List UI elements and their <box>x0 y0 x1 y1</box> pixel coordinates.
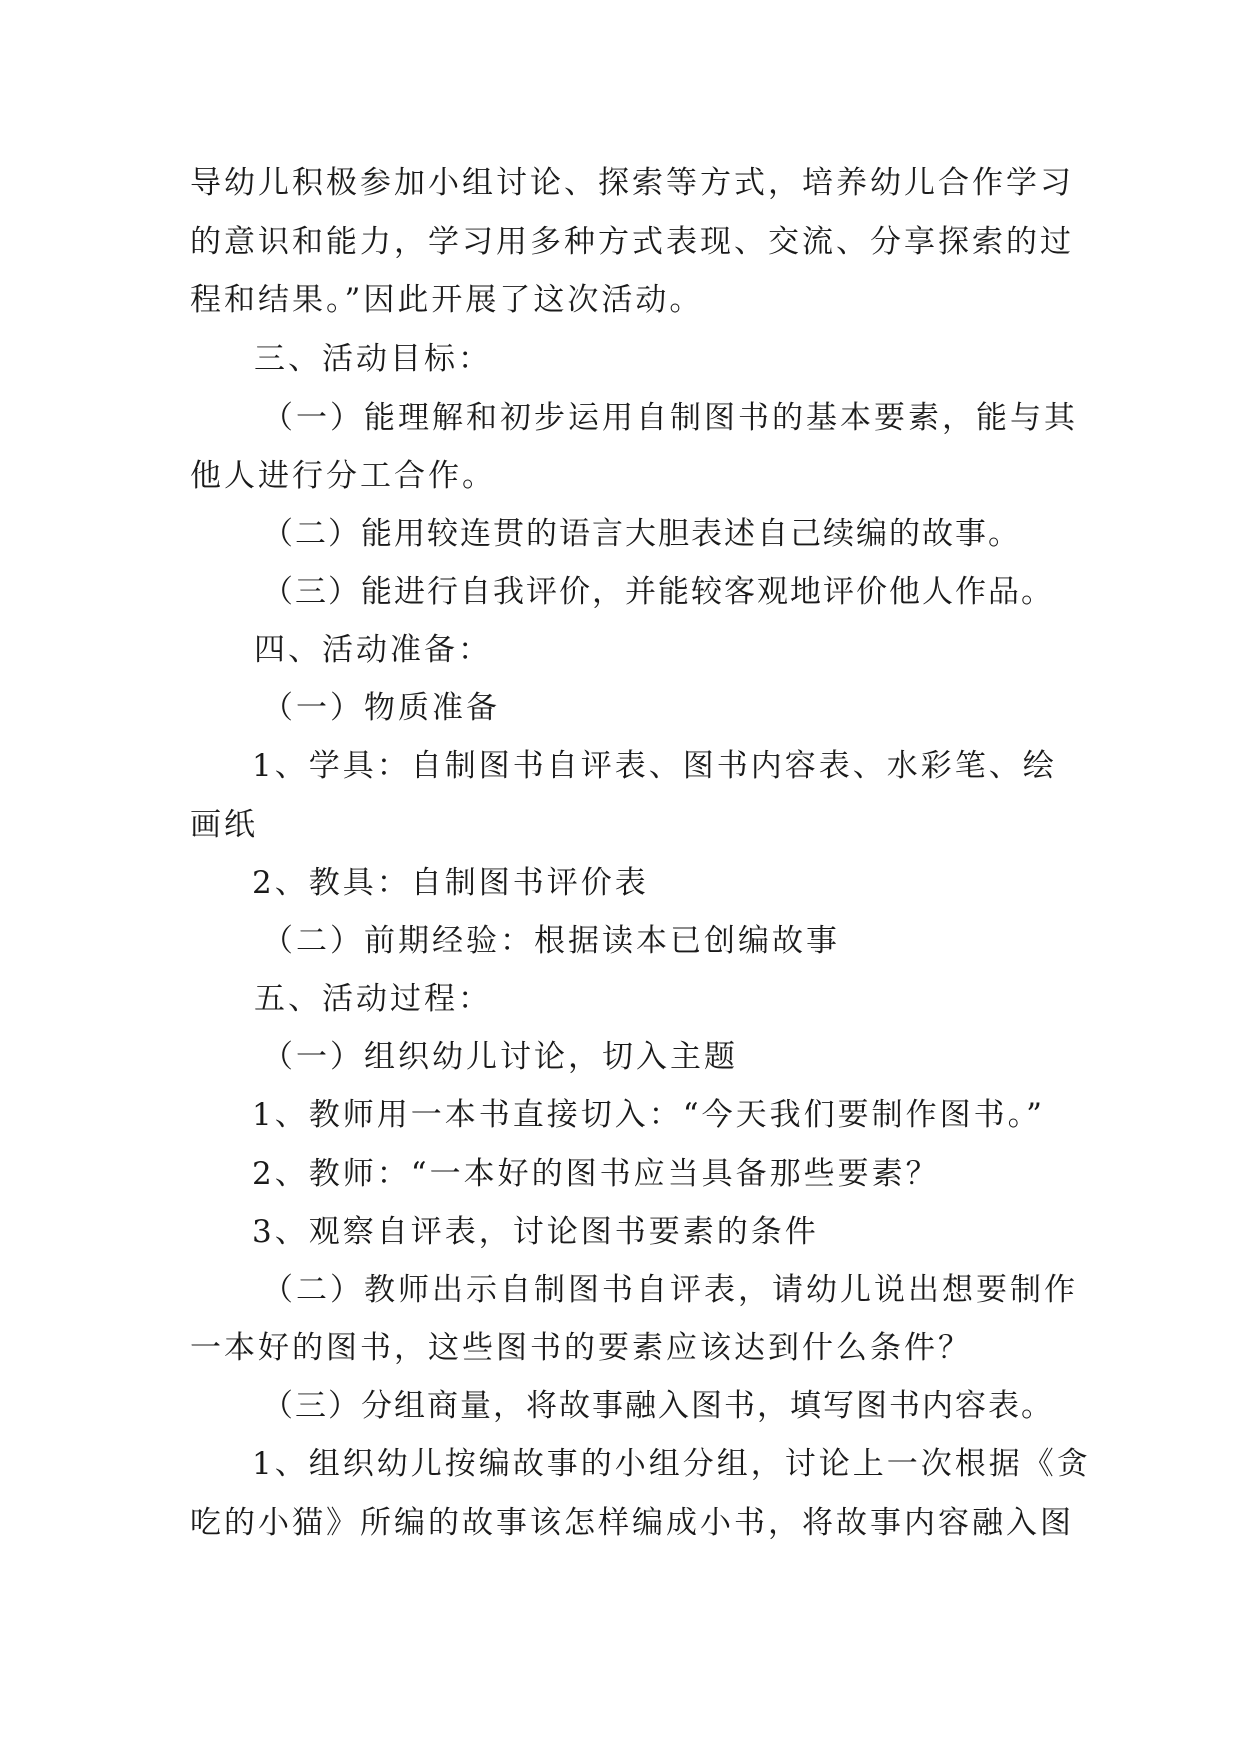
subheading-material-preparation: （一）物质准备 <box>262 690 500 726</box>
list-item-teacher-tools: 2、教具：自制图书评价表 <box>252 865 649 901</box>
subheading-self-evaluation: （二）教师出示自制图书自评表，请幼儿说出想要制作 <box>262 1272 1078 1308</box>
paragraph-line: 他人进行分工合作。 <box>190 458 496 494</box>
list-item-step-1: 1、教师用一本书直接切入：“今天我们要制作图书。” <box>252 1097 1045 1133</box>
paragraph-line: 画纸 <box>190 807 258 843</box>
list-item-group-step-1: 1、组织幼儿按编故事的小组分组，讨论上一次根据《贪 <box>252 1446 1091 1482</box>
subheading-discussion: （一）组织幼儿讨论，切入主题 <box>262 1039 738 1075</box>
paragraph-line: 的意识和能力，学习用多种方式表现、交流、分享探索的过 <box>190 224 1074 260</box>
list-item-step-3: 3、观察自评表，讨论图书要素的条件 <box>252 1214 819 1250</box>
list-item-step-2: 2、教师：“一本好的图书应当具备那些要素？ <box>252 1156 940 1192</box>
section-heading-activity-goals: 三、活动目标： <box>254 341 492 377</box>
goal-item-2: （二）能用较连贯的语言大胆表述自己续编的故事。 <box>262 516 1021 552</box>
list-item-student-tools: 1、学具：自制图书自评表、图书内容表、水彩笔、绘 <box>252 748 1057 784</box>
goal-item-1: （一）能理解和初步运用自制图书的基本要素，能与其 <box>262 400 1078 436</box>
section-heading-preparation: 四、活动准备： <box>254 632 492 668</box>
paragraph-line: 导幼儿积极参加小组讨论、探索等方式，培养幼儿合作学习 <box>190 165 1074 201</box>
section-heading-activity-process: 五、活动过程： <box>254 981 492 1017</box>
paragraph-line: 一本好的图书，这些图书的要素应该达到什么条件？ <box>190 1330 972 1366</box>
goal-item-3: （三）能进行自我评价，并能较客观地评价他人作品。 <box>262 574 1054 610</box>
subheading-prior-experience: （二）前期经验：根据读本已创编故事 <box>262 923 840 959</box>
paragraph-line: 程和结果。”因此开展了这次活动。 <box>190 282 704 318</box>
paragraph-line: 吃的小猫》所编的故事该怎样编成小书，将故事内容融入图 <box>190 1505 1074 1541</box>
subheading-group-discussion: （三）分组商量，将故事融入图书，填写图书内容表。 <box>262 1388 1054 1424</box>
